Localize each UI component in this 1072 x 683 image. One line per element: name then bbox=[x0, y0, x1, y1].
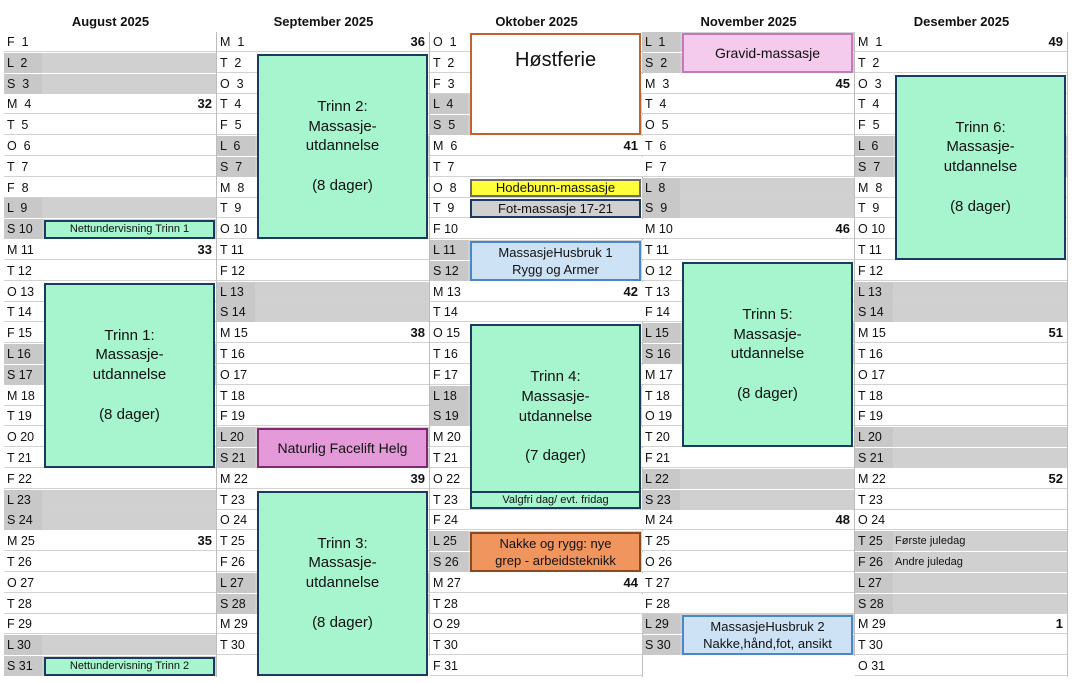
day-cell[interactable] bbox=[4, 469, 216, 489]
day-cell[interactable] bbox=[855, 448, 1067, 468]
day-label: S 3 bbox=[4, 74, 42, 94]
day-cell[interactable] bbox=[4, 261, 216, 281]
day-label: T 18 bbox=[858, 388, 883, 403]
day-cell[interactable] bbox=[4, 94, 216, 114]
day-cell[interactable] bbox=[855, 344, 1067, 364]
day-cell[interactable] bbox=[855, 656, 1067, 676]
day-cell[interactable] bbox=[217, 261, 429, 281]
day-label: F 8 bbox=[7, 180, 29, 195]
day-label: S 17 bbox=[4, 365, 42, 385]
day-label: T 14 bbox=[433, 305, 458, 320]
day-cell[interactable] bbox=[855, 594, 1067, 614]
day-label: T 9 bbox=[433, 201, 455, 216]
day-cell[interactable] bbox=[642, 448, 854, 468]
massasjehusbruk2-event[interactable]: MassasjeHusbruk 2 Nakke,hånd,fot, ansikt bbox=[682, 615, 853, 655]
day-label: F 15 bbox=[7, 326, 33, 341]
day-label: F 26 bbox=[220, 555, 246, 569]
day-label: M 10 bbox=[645, 222, 673, 237]
trinn5-event[interactable]: Trinn 5: Massasje- utdannelse (8 dager) bbox=[682, 262, 853, 447]
day-label: M 22 bbox=[858, 471, 886, 486]
day-cell[interactable] bbox=[430, 594, 642, 614]
day-label: O 24 bbox=[858, 513, 886, 528]
day-cell[interactable] bbox=[642, 178, 854, 198]
week-number: 1 bbox=[1055, 616, 1063, 632]
day-label: T 9 bbox=[858, 201, 880, 216]
day-label: M 29 bbox=[220, 617, 248, 632]
day-label: T 5 bbox=[7, 118, 29, 133]
day-cell[interactable] bbox=[4, 552, 216, 572]
day-label: L 13 bbox=[217, 282, 255, 302]
day-cell[interactable] bbox=[217, 302, 429, 322]
day-label: S 9 bbox=[642, 198, 680, 218]
day-label: F 29 bbox=[7, 617, 33, 632]
day-cell[interactable] bbox=[4, 594, 216, 614]
day-label: T 13 bbox=[645, 284, 670, 299]
day-note: Andre juledag bbox=[895, 556, 963, 568]
day-cell[interactable] bbox=[642, 94, 854, 114]
day-cell[interactable] bbox=[855, 365, 1067, 385]
day-label: M 17 bbox=[645, 367, 673, 382]
day-cell[interactable] bbox=[217, 323, 429, 343]
day-label: T 20 bbox=[645, 430, 670, 445]
day-label: F 10 bbox=[433, 222, 459, 237]
day-cell[interactable] bbox=[855, 53, 1067, 73]
week-number: 46 bbox=[835, 221, 850, 237]
day-cell[interactable] bbox=[855, 427, 1067, 447]
day-label: M 8 bbox=[220, 180, 245, 195]
day-label: F 3 bbox=[433, 76, 455, 91]
day-label: M 24 bbox=[645, 513, 673, 528]
day-cell[interactable] bbox=[855, 406, 1067, 426]
week-number: 45 bbox=[835, 75, 850, 91]
day-label: L 25 bbox=[430, 531, 468, 551]
day-cell[interactable] bbox=[4, 32, 216, 52]
day-label: T 23 bbox=[858, 492, 883, 507]
day-label: T 14 bbox=[7, 305, 32, 320]
day-cell[interactable] bbox=[855, 261, 1067, 281]
month-title: Oktober 2025 bbox=[495, 14, 578, 29]
day-label: T 2 bbox=[858, 55, 880, 70]
day-label: S 26 bbox=[430, 552, 468, 572]
day-cell[interactable] bbox=[855, 469, 1067, 489]
day-cell[interactable] bbox=[4, 115, 216, 135]
day-label: S 5 bbox=[430, 115, 468, 135]
week-number: 32 bbox=[197, 96, 212, 112]
week-number: 44 bbox=[623, 574, 638, 590]
day-label: T 21 bbox=[433, 451, 458, 465]
day-label: T 7 bbox=[7, 159, 29, 174]
day-cell[interactable] bbox=[4, 136, 216, 156]
day-label: T 19 bbox=[7, 409, 32, 424]
day-label: L 20 bbox=[217, 427, 255, 447]
day-label: F 7 bbox=[645, 159, 667, 174]
day-label: O 3 bbox=[858, 76, 882, 91]
day-cell[interactable] bbox=[642, 74, 854, 94]
day-label: F 5 bbox=[220, 118, 242, 133]
trinn2-event[interactable]: Trinn 2: Massasje- utdannelse (8 dager) bbox=[257, 54, 428, 239]
day-cell[interactable] bbox=[4, 510, 216, 530]
day-label: L 30 bbox=[4, 635, 42, 655]
day-label: T 30 bbox=[858, 638, 883, 653]
day-label: F 24 bbox=[433, 513, 459, 528]
day-label: L 27 bbox=[855, 573, 893, 593]
day-cell[interactable] bbox=[4, 157, 216, 177]
column-separator bbox=[1067, 32, 1068, 677]
day-label: O 3 bbox=[220, 76, 244, 91]
nakke-og-rygg-event[interactable]: Nakke og rygg: nye grep - arbeidsteknikk bbox=[470, 532, 641, 572]
day-label: O 8 bbox=[433, 180, 457, 195]
day-label: S 19 bbox=[430, 406, 468, 426]
day-cell[interactable] bbox=[855, 282, 1067, 302]
day-label: S 23 bbox=[642, 490, 680, 510]
day-label: S 10 bbox=[4, 219, 42, 239]
week-number: 49 bbox=[1048, 34, 1063, 49]
trinn6-event[interactable]: Trinn 6: Massasje- utdannelse (8 dager) bbox=[895, 75, 1066, 260]
day-label: T 7 bbox=[433, 159, 455, 174]
day-cell[interactable] bbox=[4, 74, 216, 94]
day-cell[interactable] bbox=[642, 115, 854, 135]
day-label: F 5 bbox=[858, 118, 880, 133]
day-cell[interactable] bbox=[217, 406, 429, 426]
day-label: L 27 bbox=[217, 573, 255, 593]
day-cell[interactable] bbox=[430, 635, 642, 655]
day-label: S 2 bbox=[642, 53, 680, 73]
day-label: F 1 bbox=[7, 35, 29, 49]
day-label: M 22 bbox=[220, 471, 248, 486]
day-label: F 31 bbox=[433, 659, 459, 673]
day-label: T 23 bbox=[220, 492, 245, 507]
day-cell[interactable] bbox=[217, 469, 429, 489]
day-label: T 27 bbox=[645, 575, 670, 590]
day-label: F 26 bbox=[855, 552, 893, 572]
day-cell[interactable] bbox=[642, 469, 854, 489]
trinn3-event[interactable]: Trinn 3: Massasje- utdannelse (8 dager) bbox=[257, 491, 428, 676]
day-label: F 19 bbox=[858, 409, 884, 424]
day-label: S 7 bbox=[217, 157, 255, 177]
day-label: F 14 bbox=[645, 305, 671, 320]
day-label: T 25 bbox=[220, 534, 245, 549]
gravid-massasje-event[interactable]: Gravid-massasje bbox=[682, 33, 853, 73]
day-label: O 13 bbox=[7, 284, 35, 299]
week-number: 36 bbox=[410, 34, 425, 49]
week-number: 51 bbox=[1048, 325, 1063, 341]
day-label: O 1 bbox=[433, 35, 457, 49]
day-label: O 10 bbox=[220, 222, 248, 237]
day-label: T 23 bbox=[433, 492, 458, 507]
day-label: O 20 bbox=[7, 430, 35, 445]
day-label: O 24 bbox=[220, 513, 248, 528]
day-label: O 12 bbox=[645, 263, 673, 278]
day-label: S 30 bbox=[642, 635, 680, 655]
day-label: L 2 bbox=[4, 53, 42, 73]
week-number: 41 bbox=[623, 138, 638, 153]
day-label: O 29 bbox=[433, 617, 461, 632]
day-cell[interactable] bbox=[4, 53, 216, 73]
day-label: M 15 bbox=[858, 326, 886, 341]
day-label: O 17 bbox=[858, 367, 886, 382]
naturlig-facelift-event[interactable]: Naturlig Facelift Helg bbox=[257, 428, 428, 468]
day-label: T 18 bbox=[220, 388, 245, 403]
day-label: T 11 bbox=[858, 243, 882, 257]
day-label: F 17 bbox=[433, 367, 459, 382]
trinn1-event[interactable]: Trinn 1: Massasje- utdannelse (8 dager) bbox=[44, 283, 215, 468]
day-cell[interactable] bbox=[217, 240, 429, 260]
day-label: L 13 bbox=[855, 282, 893, 302]
nettundervisning-trinn2-event[interactable]: Nettundervisning Trinn 2 bbox=[44, 657, 215, 676]
day-label: O 26 bbox=[645, 555, 673, 569]
month-title: August 2025 bbox=[71, 14, 150, 29]
day-label: L 29 bbox=[642, 614, 680, 634]
month-title: September 2025 bbox=[273, 14, 374, 29]
hodebunn-massasje-event[interactable]: Hodebunn-massasje bbox=[470, 179, 641, 198]
day-label: M 15 bbox=[220, 326, 248, 341]
nettundervisning-trinn1-event[interactable]: Nettundervisning Trinn 1 bbox=[44, 220, 215, 239]
day-label: L 11 bbox=[430, 240, 468, 260]
week-number: 38 bbox=[410, 325, 425, 341]
day-note: Første juledag bbox=[895, 535, 966, 548]
day-label: F 22 bbox=[7, 471, 33, 486]
day-label: S 12 bbox=[430, 261, 468, 281]
day-cell[interactable] bbox=[855, 302, 1067, 322]
day-label: M 1 bbox=[858, 35, 883, 49]
day-label: F 12 bbox=[220, 263, 246, 278]
day-cell[interactable] bbox=[855, 323, 1067, 343]
day-label: T 2 bbox=[433, 55, 455, 70]
day-label: S 14 bbox=[855, 302, 893, 322]
day-label: S 28 bbox=[855, 594, 893, 614]
day-cell[interactable] bbox=[4, 614, 216, 634]
day-label: L 6 bbox=[217, 136, 255, 156]
day-label: L 6 bbox=[855, 136, 893, 156]
day-label: T 6 bbox=[645, 139, 667, 153]
day-cell[interactable] bbox=[430, 510, 642, 530]
day-label: L 8 bbox=[642, 178, 680, 198]
day-cell[interactable] bbox=[4, 490, 216, 510]
day-label: L 9 bbox=[4, 198, 42, 218]
day-cell[interactable] bbox=[430, 614, 642, 634]
day-label: L 15 bbox=[642, 323, 680, 343]
day-label: L 22 bbox=[642, 469, 680, 489]
day-label: L 20 bbox=[855, 427, 893, 447]
day-label: M 20 bbox=[433, 430, 461, 445]
day-label: T 21 bbox=[7, 451, 32, 465]
day-label: T 16 bbox=[858, 347, 883, 361]
day-label: O 22 bbox=[433, 471, 461, 486]
valgfri-dag-event[interactable]: Valgfri dag/ evt. fridag bbox=[470, 491, 641, 510]
day-label: M 6 bbox=[433, 139, 458, 153]
trinn4-event[interactable]: Trinn 4: Massasje- utdannelse (7 dager) bbox=[470, 324, 641, 509]
day-cell[interactable] bbox=[217, 32, 429, 52]
calendar-grid bbox=[4, 9, 1071, 683]
day-label: L 18 bbox=[430, 386, 468, 406]
day-label: T 16 bbox=[433, 347, 458, 361]
week-number: 33 bbox=[197, 242, 212, 257]
week-number: 52 bbox=[1048, 470, 1063, 486]
day-label: O 19 bbox=[645, 409, 673, 424]
day-label: T 30 bbox=[220, 638, 245, 653]
week-number: 35 bbox=[197, 533, 212, 549]
hostferie-event[interactable]: Høstferie bbox=[470, 33, 641, 135]
day-label: L 23 bbox=[4, 490, 42, 510]
day-label: T 11 bbox=[645, 243, 669, 257]
day-cell[interactable] bbox=[430, 573, 642, 593]
day-cell[interactable] bbox=[430, 656, 642, 676]
day-cell[interactable] bbox=[430, 302, 642, 322]
day-label: T 30 bbox=[433, 638, 458, 653]
day-label: M 18 bbox=[7, 388, 35, 403]
day-label: S 21 bbox=[855, 448, 893, 468]
day-label: O 15 bbox=[433, 326, 461, 341]
day-label: T 28 bbox=[7, 596, 32, 611]
day-label: S 24 bbox=[4, 510, 42, 530]
day-cell[interactable] bbox=[430, 282, 642, 302]
day-label: S 28 bbox=[217, 594, 255, 614]
day-cell[interactable] bbox=[855, 386, 1067, 406]
day-cell[interactable] bbox=[855, 614, 1067, 634]
week-number: 48 bbox=[835, 512, 850, 528]
day-label: M 25 bbox=[7, 534, 35, 549]
day-label: M 4 bbox=[7, 97, 32, 112]
day-label: O 10 bbox=[858, 222, 886, 237]
day-label: S 21 bbox=[217, 448, 255, 468]
day-cell[interactable] bbox=[642, 490, 854, 510]
day-label: O 17 bbox=[220, 367, 248, 382]
day-cell[interactable] bbox=[642, 594, 854, 614]
day-cell[interactable] bbox=[855, 32, 1067, 52]
day-label: T 25 bbox=[645, 534, 670, 549]
day-cell[interactable] bbox=[217, 282, 429, 302]
day-cell[interactable] bbox=[642, 531, 854, 551]
day-cell[interactable] bbox=[642, 552, 854, 572]
day-cell[interactable] bbox=[642, 573, 854, 593]
day-label: T 11 bbox=[220, 243, 244, 257]
day-label: T 12 bbox=[7, 263, 32, 278]
massasjehusbruk1-event[interactable]: MassasjeHusbruk 1 Rygg og Armer bbox=[470, 241, 641, 281]
day-cell[interactable] bbox=[4, 635, 216, 655]
day-label: O 27 bbox=[7, 575, 35, 590]
week-number: 42 bbox=[623, 283, 638, 299]
fot-massasje-event[interactable]: Fot-massasje 17-21 bbox=[470, 199, 641, 218]
day-cell[interactable] bbox=[4, 240, 216, 260]
day-label: S 31 bbox=[4, 656, 42, 676]
day-label: M 13 bbox=[433, 284, 461, 299]
day-label: F 12 bbox=[858, 263, 884, 278]
day-cell[interactable] bbox=[855, 552, 1067, 572]
day-cell[interactable] bbox=[430, 219, 642, 239]
day-cell[interactable] bbox=[430, 136, 642, 156]
day-label: F 28 bbox=[645, 596, 671, 611]
day-cell[interactable] bbox=[430, 157, 642, 177]
day-cell[interactable] bbox=[217, 386, 429, 406]
day-label: F 21 bbox=[645, 451, 671, 465]
day-label: T 2 bbox=[220, 55, 242, 70]
day-label: M 29 bbox=[858, 617, 886, 632]
day-cell[interactable] bbox=[855, 635, 1067, 655]
day-label: M 11 bbox=[7, 243, 34, 257]
day-cell[interactable] bbox=[4, 178, 216, 198]
day-cell[interactable] bbox=[855, 531, 1067, 551]
day-cell[interactable] bbox=[855, 573, 1067, 593]
day-label: M 1 bbox=[220, 35, 245, 49]
day-label: M 27 bbox=[433, 575, 461, 590]
day-cell[interactable] bbox=[642, 136, 854, 156]
month-title: November 2025 bbox=[700, 14, 797, 29]
day-label: T 28 bbox=[433, 596, 458, 611]
day-label: T 26 bbox=[7, 555, 32, 569]
day-label: T 25 bbox=[855, 531, 893, 551]
day-label: O 5 bbox=[645, 118, 669, 133]
day-label: O 31 bbox=[858, 659, 886, 673]
month-title: Desember 2025 bbox=[913, 14, 1010, 29]
day-label: L 4 bbox=[430, 94, 468, 114]
day-cell[interactable] bbox=[642, 240, 854, 260]
day-cell[interactable] bbox=[217, 344, 429, 364]
day-label: T 9 bbox=[220, 201, 242, 216]
week-number: 39 bbox=[410, 470, 425, 486]
day-cell[interactable] bbox=[855, 490, 1067, 510]
day-label: S 7 bbox=[855, 157, 893, 177]
day-label: M 8 bbox=[858, 180, 883, 195]
day-label: L 1 bbox=[642, 32, 680, 52]
day-label: T 18 bbox=[645, 388, 670, 403]
day-cell[interactable] bbox=[642, 198, 854, 218]
day-cell[interactable] bbox=[855, 510, 1067, 530]
day-cell[interactable] bbox=[217, 365, 429, 385]
day-cell[interactable] bbox=[4, 531, 216, 551]
day-label: S 14 bbox=[217, 302, 255, 322]
day-label: M 3 bbox=[645, 76, 670, 91]
day-label: L 16 bbox=[4, 344, 42, 364]
day-cell[interactable] bbox=[642, 510, 854, 530]
day-cell[interactable] bbox=[4, 198, 216, 218]
day-label: F 19 bbox=[220, 409, 246, 424]
day-label: T 4 bbox=[645, 97, 667, 112]
day-label: T 16 bbox=[220, 347, 245, 361]
day-label: T 4 bbox=[858, 97, 880, 112]
day-label: O 6 bbox=[7, 139, 31, 153]
day-label: S 16 bbox=[642, 344, 680, 364]
day-cell[interactable] bbox=[4, 573, 216, 593]
day-label: T 4 bbox=[220, 97, 242, 112]
day-cell[interactable] bbox=[642, 157, 854, 177]
day-cell[interactable] bbox=[642, 219, 854, 239]
